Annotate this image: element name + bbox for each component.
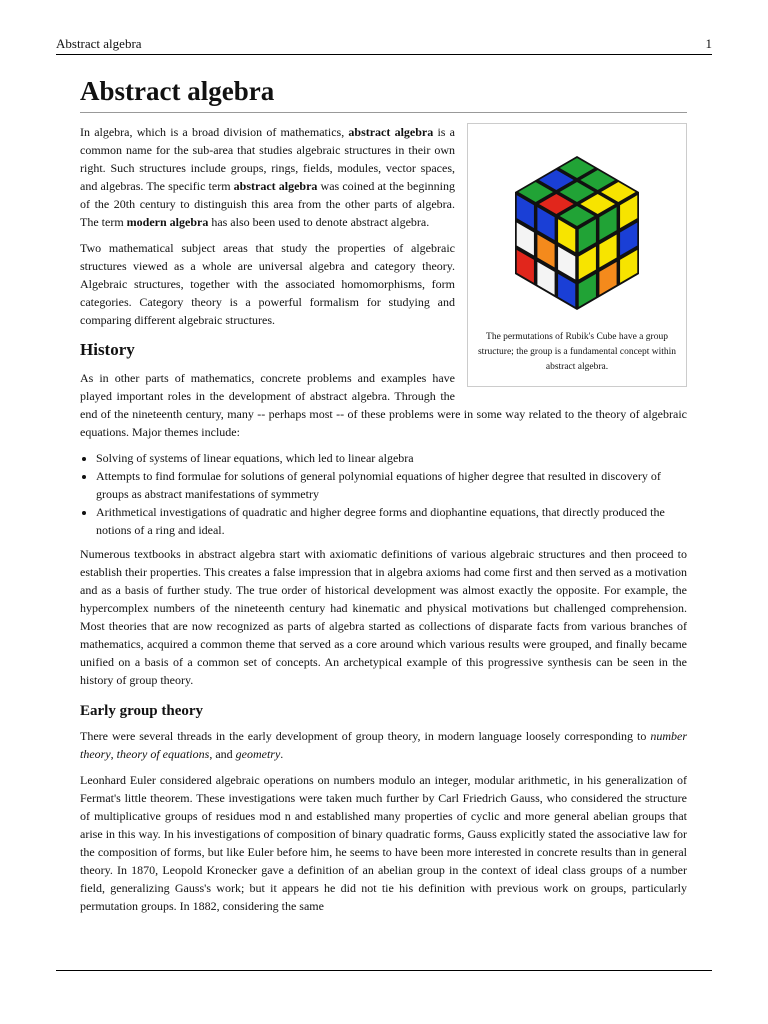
early-group-theory-paragraph-1: There were several threads in the early development of group theory, in modern language loosely corresponding to number theory, theory of equations, and geometry.: [80, 729, 687, 761]
list-item: • Solving of systems of linear equations, which led to linear algebra: [96, 449, 687, 467]
article-title: Abstract algebra: [80, 74, 687, 113]
early-group-theory-heading: Early group theory: [80, 703, 204, 719]
running-header-title: Abstract algebra: [56, 36, 142, 51]
list-item: • Attempts to find formulae for solutions of general polynomial equations of higher degree that resulted in discovery of groups as abstract manifestations of symmetry: [96, 467, 687, 503]
history-themes-list: [80, 449, 687, 539]
intro-paragraph-2: Two mathematical subject areas that study the properties of algebraic structures viewed as a whole are universal algebra and category theory. Algebraic structures, together with the associated homomorphisms, form categories. Category theory is a powerful formalism for studying and comparing different algebraic structures.: [80, 241, 455, 327]
early-group-theory-paragraph-2: Leonhard Euler considered algebraic operations on numbers modulo an integer, modular arithmetic, in his generalization of Fermat's little theorem. These investigations were taken much further by Carl Friedrich Gauss, who considered the structure of multiplicative groups of residues mod n and established many properties of cyclic and more general abelian groups that arise in this way. In his investigations of composition of binary quadratic forms, Gauss explicitly stated the associative law for the composition of forms, but like Euler before him, he seems to have been more interested in concrete results than in general theory. In 1870, Leopold Kronecker gave a definition of an abelian group in the context of ideal class groups of a number field, generalizing Gauss's work; but it appears he did not tie his definition with previous work on groups, particularly permutation groups. In 1882, considering the same: [80, 773, 687, 913]
history-heading: History: [80, 340, 135, 359]
running-header: [56, 36, 712, 55]
article-content: [80, 68, 687, 923]
figure-caption: The permutations of Rubik's Cube have a group structure; the group is a fundamental concept within abstract algebra.: [477, 332, 677, 372]
rubiks-cube-figure: [467, 123, 687, 387]
footer-rule: [56, 970, 712, 971]
page-number: 1: [705, 36, 712, 51]
list-item: • Arithmetical investigations of quadratic and higher degree forms and diophantine equations, that directly produced the notions of a ring and ideal.: [96, 503, 687, 539]
history-paragraph-1: As in other parts of mathematics, concrete problems and examples have played important roles in the development of abstract algebra. Through the end of the nineteenth century, many -- perhaps most -- of these problems were in some way related to the theory of algebraic equations. Major themes include:: [80, 371, 687, 439]
intro-paragraph-1: In algebra, which is a broad division of mathematics, abstract algebra is a common name for the sub-area that studies algebraic structures in their own right. Such structures include groups, rings, fields, modules, vector spaces, and algebras. The specific term abstract algebra was coined at the beginning of the 20th century to distinguish this area from the other parts of algebra. The term modern algebra has also been used to denote abstract algebra.: [80, 125, 456, 229]
history-paragraph-2: Numerous textbooks in abstract algebra start with axiomatic definitions of various algebraic structures and then proceed to establish their properties. This creates a false impression that in algebra axioms had come first and then served as a motivation and as a basis of further study. The true order of historical development was almost exactly the opposite. For example, the hypercomplex numbers of the nineteenth century had kinematic and physical motivations but challenged comprehension. Most theories that are now recognized as parts of algebra started as collections of disparate facts from various branches of mathematics, acquired a common theme that served as a core around which various results were grouped, and finally became unified on a basis of a common set of concepts. An archetypical example of this progressive synthesis can be seen in the history of group theory.: [80, 547, 687, 687]
rubiks-cube-image: [472, 128, 682, 324]
